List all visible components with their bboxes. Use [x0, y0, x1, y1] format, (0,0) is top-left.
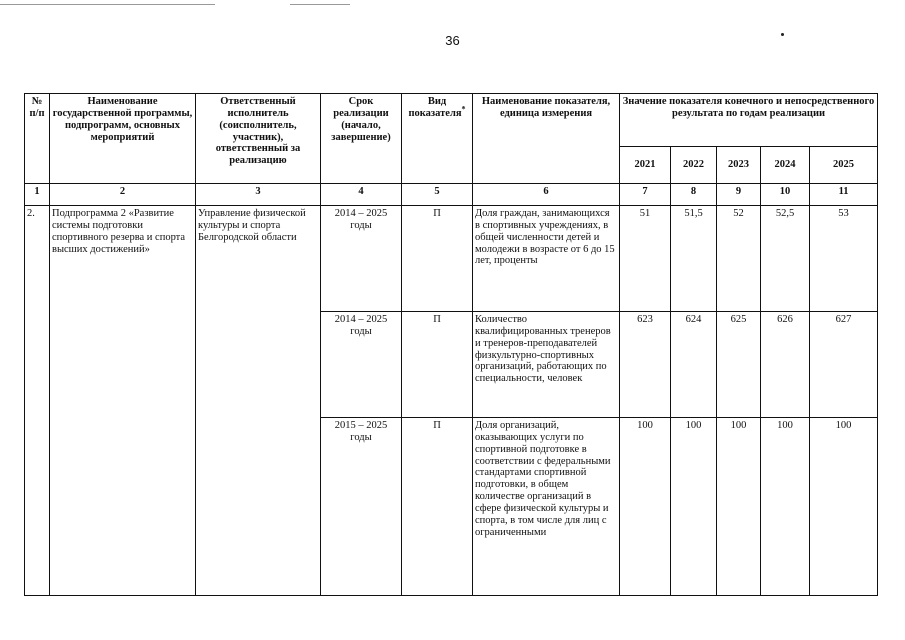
row-num: 2.: [25, 206, 50, 596]
column-number: 5: [402, 184, 473, 206]
indicator-term: 2014 – 2025 годы: [321, 206, 402, 312]
column-number-row: [25, 184, 878, 206]
indicator-value: 52: [717, 206, 761, 312]
indicator-value: 100: [761, 418, 810, 596]
header-year: 2024: [761, 147, 810, 184]
indicator-value: 625: [717, 312, 761, 418]
indicator-name: Доля граждан, занимающихся в спортивных учреждениях, в общей численности детей и молодежи в возрасте от 6 до 15 лет, проценты: [473, 206, 620, 312]
header-num: № п/п: [25, 94, 50, 184]
column-number: 11: [810, 184, 878, 206]
column-number: 1: [25, 184, 50, 206]
indicators-table: [24, 93, 878, 596]
indicator-value: 623: [620, 312, 671, 418]
column-number: 6: [473, 184, 620, 206]
program-name: Подпрограмма 2 «Развитие системы подготовки спортивного резерва и спорта высших достижений»: [50, 206, 196, 596]
indicator-value: 624: [671, 312, 717, 418]
page-number: 36: [445, 33, 460, 48]
column-number: 8: [671, 184, 717, 206]
indicator-value: 51,5: [671, 206, 717, 312]
header-type-label: Вид показателя: [408, 96, 462, 119]
column-number: 9: [717, 184, 761, 206]
header-executor: Ответственный исполнитель (соисполнитель, участник), ответственный за реализацию: [196, 94, 321, 184]
indicator-value: 627: [810, 312, 878, 418]
indicator-value: 52,5: [761, 206, 810, 312]
indicator-value: 626: [761, 312, 810, 418]
header-type-mark: *: [461, 104, 466, 114]
indicator-value: 100: [717, 418, 761, 596]
indicator-value: 53: [810, 206, 878, 312]
column-number: 10: [761, 184, 810, 206]
column-number: 7: [620, 184, 671, 206]
indicator-value: 100: [810, 418, 878, 596]
scan-artifact-line: [290, 4, 350, 5]
indicator-type: П: [402, 206, 473, 312]
column-number: 2: [50, 184, 196, 206]
executor-name: Управление физической культуры и спорта Белгородской области: [196, 206, 321, 596]
header-term: Срок реализации (начало, завершение): [321, 94, 402, 184]
scan-speck: [781, 33, 784, 36]
indicator-value: 51: [620, 206, 671, 312]
table-row: [25, 206, 878, 312]
indicator-value: 100: [671, 418, 717, 596]
header-year: 2025: [810, 147, 878, 184]
header-year: 2021: [620, 147, 671, 184]
header-year: 2022: [671, 147, 717, 184]
header-values-group: Значение показателя конечного и непосредственного результата по годам реализации: [620, 94, 878, 147]
table-header: [25, 94, 878, 184]
scan-artifact-line: [0, 4, 215, 5]
header-indicator: Наименование показателя, единица измерения: [473, 94, 620, 184]
indicator-term: 2015 – 2025 годы: [321, 418, 402, 596]
indicator-name: Количество квалифицированных тренеров и тренеров-преподавателей физкультурно-спортивных организаций, работающих по специальности, человек: [473, 312, 620, 418]
indicator-name: Доля организаций, оказывающих услуги по спортивной подготовке в соответствии с федеральными стандартами спортивной подготовки, в общем количестве организаций в сфере физической культуры и спорта, в том числе для лиц с ограниченными: [473, 418, 620, 596]
indicator-value: 100: [620, 418, 671, 596]
indicator-type: П: [402, 312, 473, 418]
header-type: [402, 94, 473, 184]
column-number: 3: [196, 184, 321, 206]
column-number: 4: [321, 184, 402, 206]
header-program: Наименование государственной программы, подпрограмм, основных мероприятий: [50, 94, 196, 184]
indicator-term: 2014 – 2025 годы: [321, 312, 402, 418]
indicator-type: П: [402, 418, 473, 596]
header-year: 2023: [717, 147, 761, 184]
